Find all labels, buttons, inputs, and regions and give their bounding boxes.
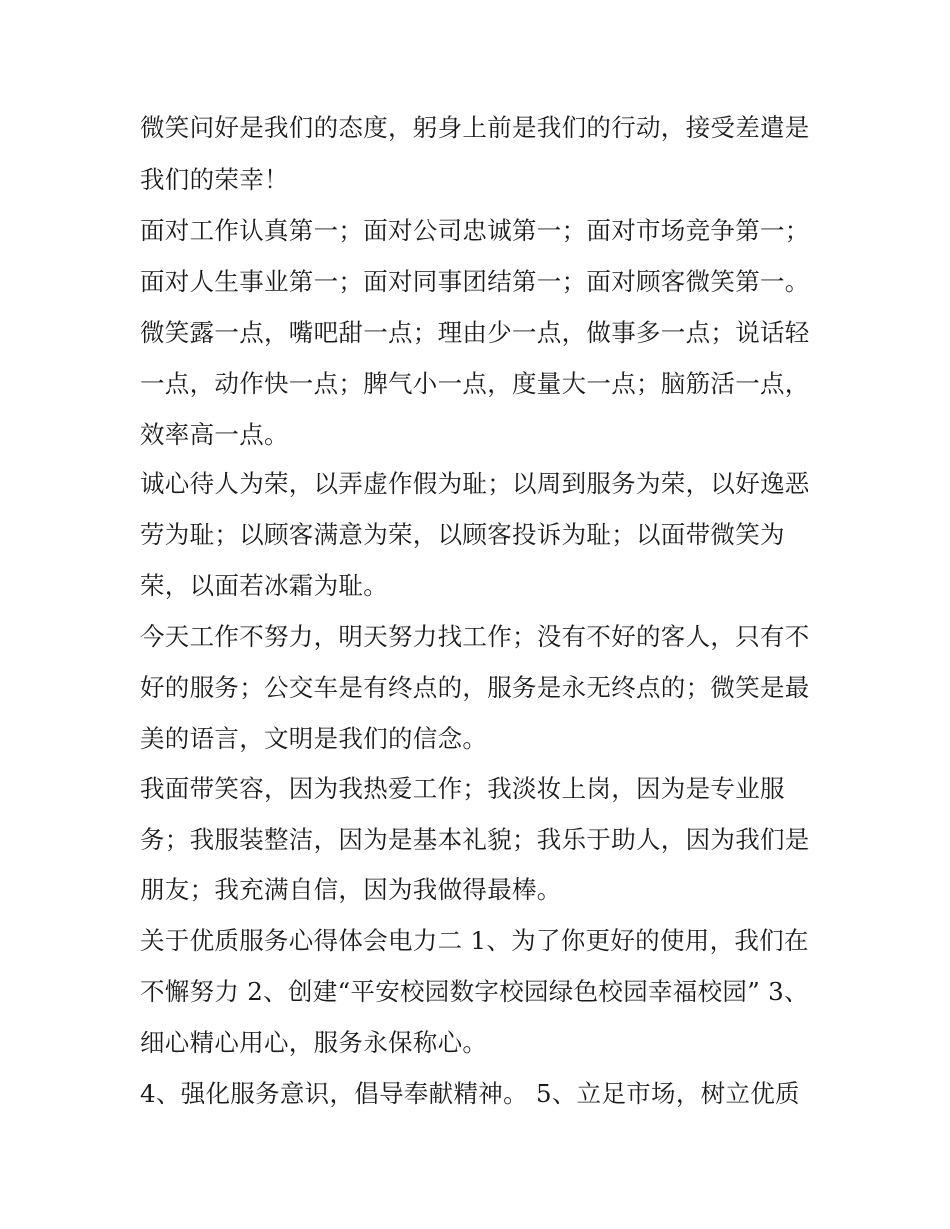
- text-line: 好的服务；公交车是有终点的，服务是永无终点的；微笑是最: [140, 673, 810, 702]
- text-line: 我面带笑容，因为我热爱工作；我淡妆上岗，因为是专业服: [140, 774, 785, 803]
- text-line: 4、强化服务意识，倡导奉献精神。 5、立足市场，树立优质: [140, 1079, 800, 1108]
- text-line: 诚心待人为荣，以弄虚作假为耻；以周到服务为荣，以好逸恶: [140, 469, 810, 498]
- text-line: 务；我服装整洁，因为是基本礼貌；我乐于助人，因为我们是: [140, 825, 810, 854]
- text-line: 劳为耻；以顾客满意为荣，以顾客投诉为耻；以面带微笑为: [140, 520, 785, 549]
- text-line: 关于优质服务心得体会电力二 1、为了你更好的使用，我们在: [140, 926, 809, 955]
- text-line: 面对工作认真第一；面对公司忠诚第一；面对市场竞争第一；: [140, 216, 810, 245]
- text-line: 美的语言，文明是我们的信念。: [140, 724, 488, 753]
- text-line: 一点，动作快一点；脾气小一点，度量大一点；脑筋活一点，: [140, 369, 810, 398]
- text-line: 微笑问好是我们的态度，躬身上前是我们的行动，接受差遣是: [140, 113, 810, 142]
- text-line: 面对人生事业第一；面对同事团结第一；面对顾客微笑第一。: [140, 267, 810, 296]
- text-line: 细心精心用心，服务永保称心。: [140, 1028, 488, 1057]
- text-line: 我们的荣幸！: [140, 165, 289, 194]
- text-line: 微笑露一点，嘴吧甜一点；理由少一点，做事多一点；说话轻: [140, 318, 810, 347]
- text-line: 不懈努力 2、创建“平安校园数字校园绿色校园幸福校园” 3、: [140, 977, 809, 1006]
- text-line: 今天工作不努力，明天努力找工作；没有不好的客人，只有不: [140, 622, 810, 651]
- text-line: 荣，以面若冰霜为耻。: [140, 571, 388, 600]
- text-line: 朋友；我充满自信，因为我做得最棒。: [140, 875, 562, 904]
- text-line: 效率高一点。: [140, 420, 289, 449]
